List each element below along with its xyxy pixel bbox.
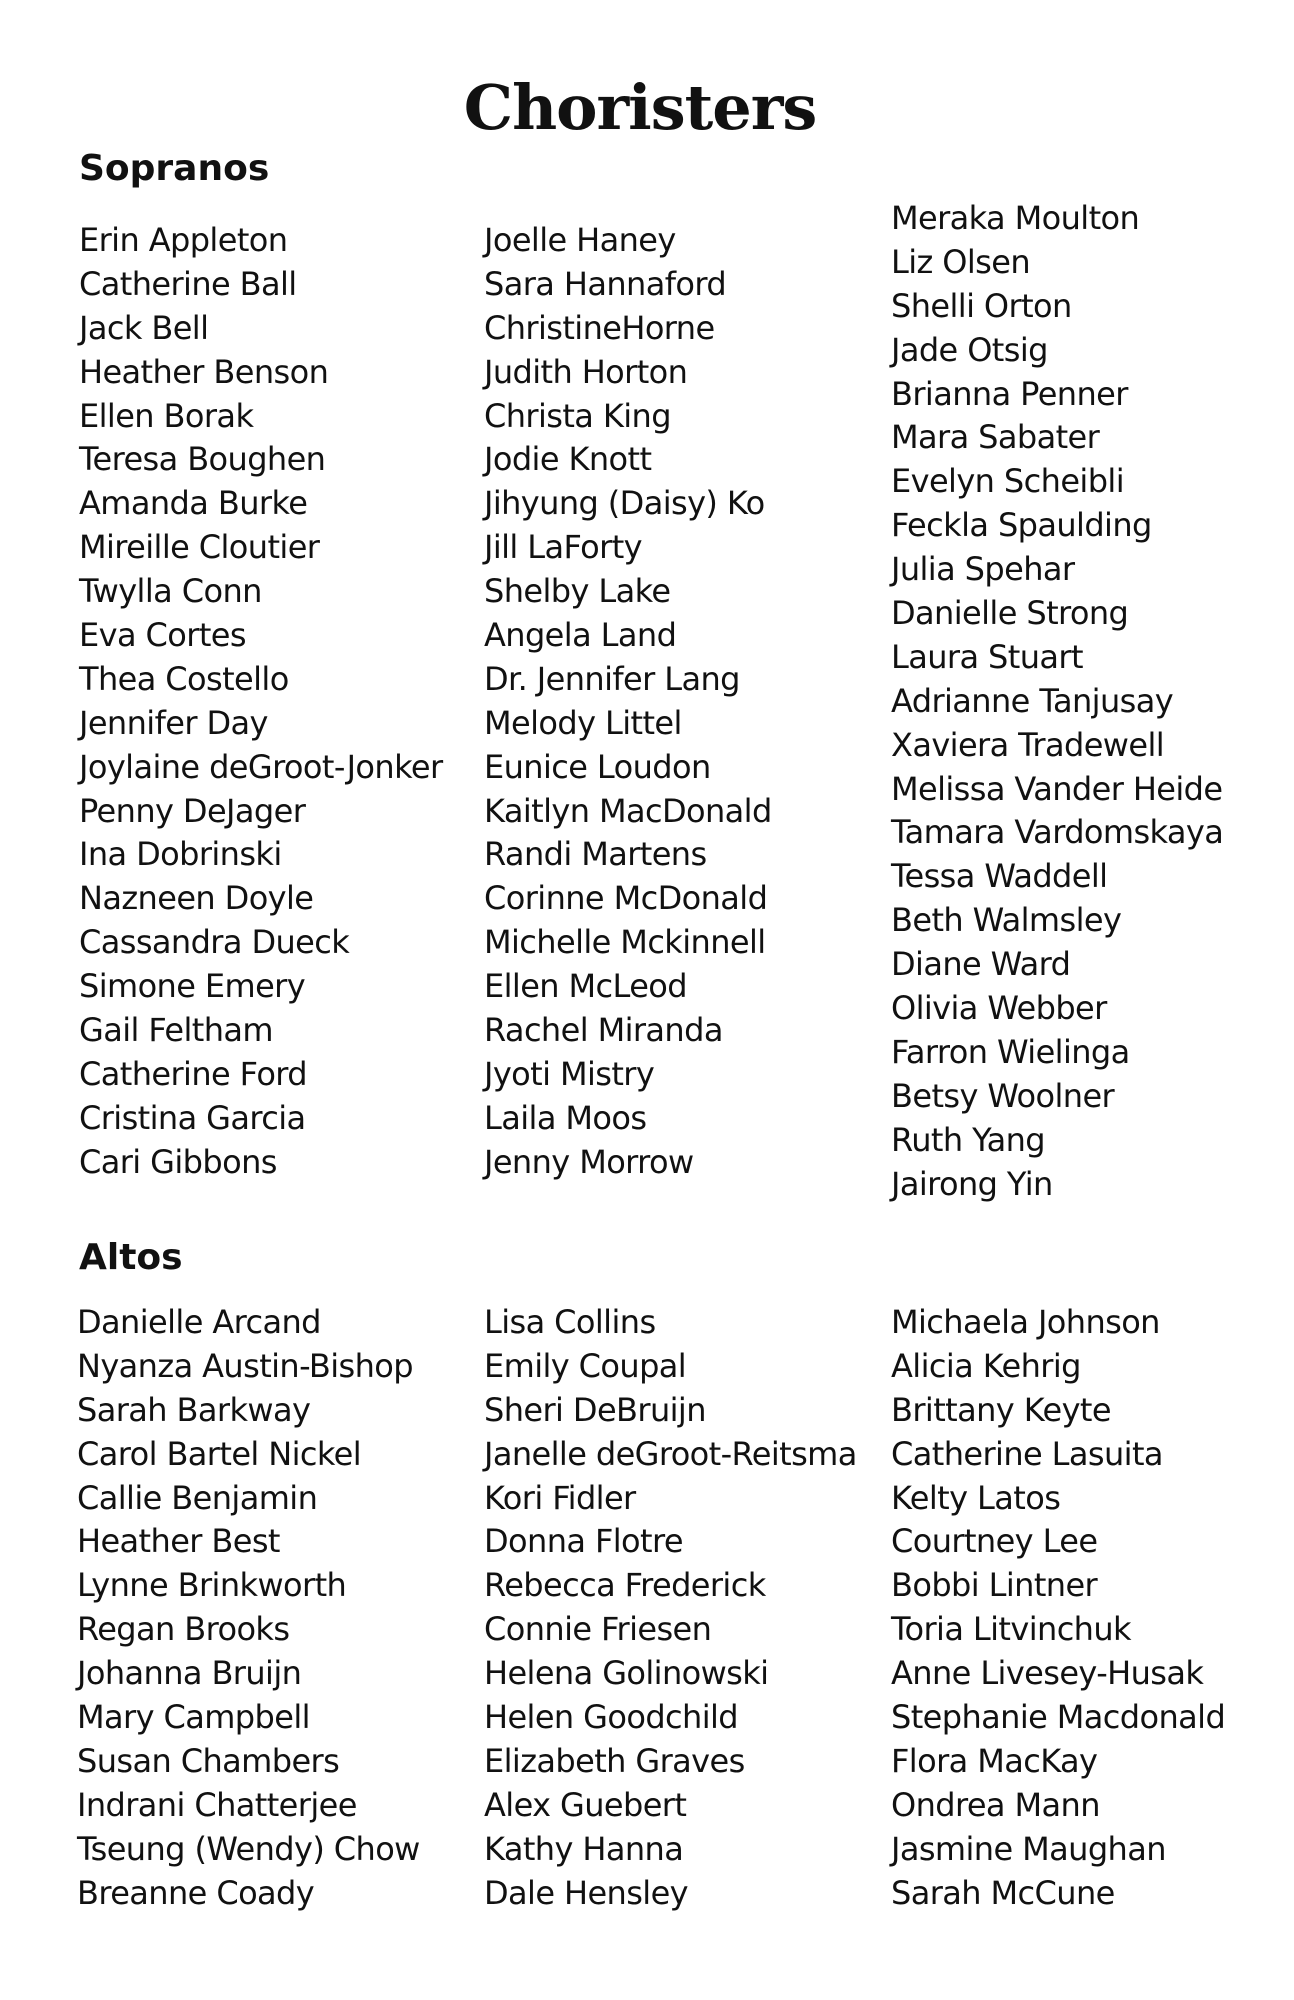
altos-name-item: Alicia Kehrig [891,1346,1081,1385]
altos-name-item: Toria Litvinchuk [891,1610,1131,1649]
sopranos-name-item: ChristineHorne [484,308,715,347]
sopranos-name-item: Thea Costello [79,659,289,698]
sopranos-name-item: Beth Walmsley [891,901,1122,940]
altos-column-3 [891,1301,1225,1915]
altos-name-item: Indrani Chatterjee [77,1785,357,1824]
altos-name-item: Emily Coupal [484,1346,687,1385]
sopranos-name-item: Judith Horton [484,352,688,391]
sopranos-name-item: Erin Appleton [79,221,288,259]
altos-name-item: Brittany Keyte [891,1390,1111,1429]
altos-name-item: Janelle deGroot-Reitsma [484,1434,857,1473]
altos-name-item: Breanne Coady [77,1873,315,1912]
page-title: Choristers [463,71,817,144]
sopranos-name-item: Danielle Strong [891,594,1129,633]
sopranos-column-3 [891,197,1223,1206]
altos-name-item: Connie Friesen [484,1610,712,1649]
altos-name-item: Anne Livesey-Husak [891,1654,1204,1693]
sopranos-name-item: Shelby Lake [484,572,671,611]
altos-name-item: Kelty Latos [891,1478,1061,1517]
sopranos-column-1 [79,219,443,1185]
sopranos-name-item: Heather Benson [79,352,329,391]
altos-name-item: Donna Flotre [484,1522,683,1561]
sopranos-name-item: Jihyung (Daisy) Ko [484,484,765,523]
altos-name-item: Heather Best [77,1522,280,1561]
sopranos-name-item: Jodie Knott [484,440,652,479]
altos-name-item: Catherine Lasuita [891,1434,1163,1473]
sopranos-name-item: Shelli Orton [891,286,1072,325]
altos-name-item: Bobbi Lintner [891,1566,1098,1605]
sopranos-name-item: Catherine Ford [79,1054,308,1093]
sopranos-name-item: Jill LaForty [484,528,643,567]
sopranos-name-item: Kaitlyn MacDonald [484,791,772,830]
sopranos-name-item: Jade Otsig [891,330,1048,369]
altos-name-item: Michaela Johnson [891,1303,1160,1341]
sopranos-name-item: Cassandra Dueck [79,923,350,962]
altos-name-item: Susan Chambers [77,1741,340,1780]
sopranos-name-item: Mireille Cloutier [79,528,320,567]
sopranos-name-item: Nazneen Doyle [79,879,314,918]
altos-name-item: Jasmine Maughan [891,1829,1166,1868]
sopranos-name-item: Tamara Vardomskaya [891,813,1224,852]
altos-name-item: Helena Golinowski [484,1654,769,1693]
altos-name-item: Carol Bartel Nickel [77,1434,362,1473]
sopranos-name-item: Adrianne Tanjusay [891,681,1174,720]
sopranos-name-item: Michelle Mckinnell [484,923,766,962]
altos-name-item: Flora MacKay [891,1741,1098,1780]
sopranos-column-2 [484,219,772,1185]
altos-name-item: Kori Fidler [484,1478,636,1517]
altos-name-item: Johanna Bruijn [77,1654,302,1693]
sopranos-name-item: Ruth Yang [891,1120,1046,1159]
sopranos-name-item: Tessa Waddell [891,857,1108,896]
altos-name-item: Danielle Arcand [77,1303,321,1341]
sopranos-name-item: Gail Feltham [79,1011,274,1050]
sopranos-name-item: Betsy Woolner [891,1076,1115,1115]
sopranos-name-item: Angela Land [484,616,677,655]
sopranos-name-item: Laila Moos [484,1098,647,1137]
altos-name-item: Sarah McCune [891,1873,1115,1912]
sopranos-name-item: Jyoti Mistry [484,1054,655,1093]
sopranos-name-item: Simone Emery [79,967,306,1006]
sopranos-name-item: Feckla Spaulding [891,506,1152,545]
altos-name-item: Alex Guebert [484,1785,687,1824]
sopranos-name-item: Olivia Webber [891,989,1107,1028]
altos-name-item: Rebecca Frederick [484,1566,766,1605]
sopranos-name-item: Cristina Garcia [79,1098,306,1137]
sopranos-name-item: Jack Bell [79,308,209,347]
sopranos-name-item: Ina Dobrinski [79,835,282,874]
altos-name-item: Helen Goodchild [484,1698,739,1737]
section-heading-altos: Altos [79,1237,183,1278]
sopranos-name-item: Eunice Loudon [484,747,711,786]
altos-name-item: Nyanza Austin-Bishop [77,1346,414,1385]
altos-name-item: Lynne Brinkworth [77,1566,347,1605]
sopranos-name-item: Twylla Conn [79,572,262,611]
altos-name-item: Stephanie Macdonald [891,1698,1226,1737]
sopranos-name-item: Eva Cortes [79,616,246,655]
altos-name-item: Tseung (Wendy) Chow [77,1829,420,1868]
sopranos-name-item: Jenny Morrow [484,1142,694,1181]
altos-name-item: Elizabeth Graves [484,1741,745,1780]
altos-column-2 [484,1301,857,1915]
sopranos-name-item: Penny DeJager [79,791,306,830]
altos-column-1 [77,1301,420,1915]
sopranos-name-item: Diane Ward [891,945,1071,984]
sopranos-name-item: Brianna Penner [891,374,1128,413]
sopranos-name-item: Melody Littel [484,703,682,742]
sopranos-name-item: Sara Hannaford [484,264,727,303]
altos-name-item: Ondrea Mann [891,1785,1100,1824]
sopranos-name-item: Jennifer Day [79,703,268,742]
sopranos-name-item: Mara Sabater [891,418,1100,457]
altos-name-item: Regan Brooks [77,1610,290,1649]
sopranos-name-item: Liz Olsen [891,242,1031,281]
sopranos-name-item: Corinne McDonald [484,879,768,918]
sopranos-name-item: Farron Wielinga [891,1032,1130,1071]
sopranos-name-item: Melissa Vander Heide [891,769,1223,808]
sopranos-name-item: Evelyn Scheibli [891,462,1124,501]
sopranos-name-item: Joelle Haney [484,221,676,259]
sopranos-name-item: Laura Stuart [891,637,1083,676]
altos-name-item: Kathy Hanna [484,1829,684,1868]
sopranos-name-item: Randi Martens [484,835,707,874]
altos-name-item: Sarah Barkway [77,1390,311,1429]
sopranos-name-item: Teresa Boughen [79,440,326,479]
sopranos-name-item: Xaviera Tradewell [891,725,1165,764]
section-heading-sopranos: Sopranos [79,148,270,189]
sopranos-name-item: Amanda Burke [79,484,308,523]
sopranos-name-item: Christa King [484,396,671,435]
altos-name-item: Courtney Lee [891,1522,1098,1561]
sopranos-name-item: Julia Spehar [891,550,1075,589]
altos-name-item: Callie Benjamin [77,1478,318,1517]
sopranos-name-item: Dr. Jennifer Lang [484,659,740,698]
sopranos-name-item: Meraka Moulton [891,199,1140,237]
sopranos-name-item: Cari Gibbons [79,1142,277,1181]
sopranos-name-item: Catherine Ball [79,264,297,303]
altos-name-item: Sheri DeBruijn [484,1390,706,1429]
altos-name-item: Dale Hensley [484,1873,689,1912]
sopranos-name-item: Rachel Miranda [484,1011,723,1050]
altos-name-item: Mary Campbell [77,1698,310,1737]
sopranos-name-item: Jairong Yin [891,1164,1053,1203]
sopranos-name-item: Ellen Borak [79,396,254,435]
sopranos-name-item: Joylaine deGroot-Jonker [79,747,443,786]
sopranos-name-item: Ellen McLeod [484,967,687,1006]
altos-name-item: Lisa Collins [484,1303,656,1341]
